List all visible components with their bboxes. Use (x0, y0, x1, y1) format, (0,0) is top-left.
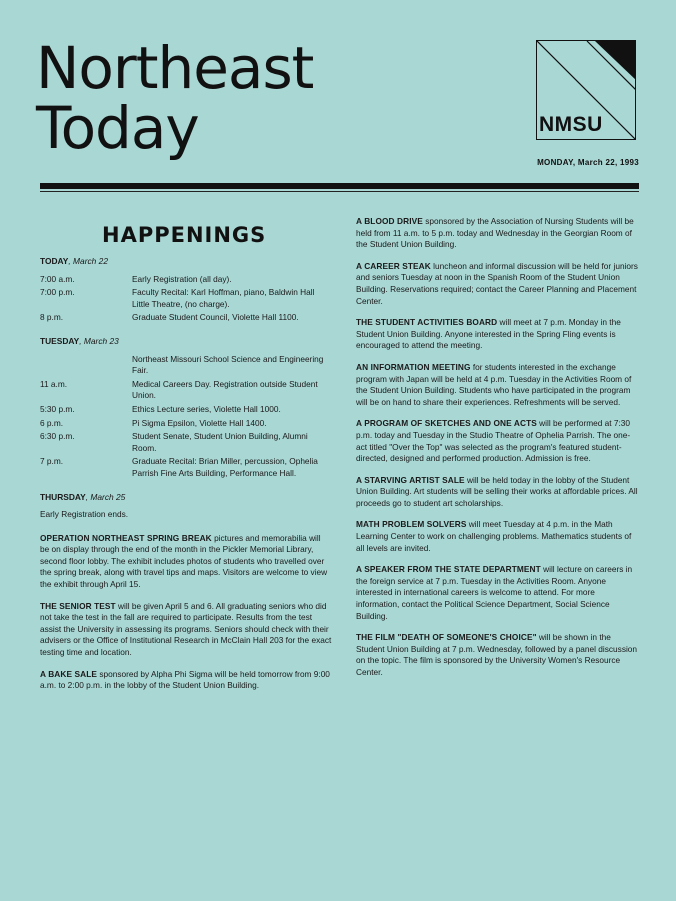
schedule-row (40, 431, 332, 456)
header-rule-thin (40, 191, 639, 192)
article-lead: A STARVING ARTIST SALE (356, 474, 465, 485)
article (40, 533, 332, 591)
article (356, 216, 640, 251)
article-lead: THE SENIOR TEST (40, 600, 116, 611)
article-body: will be given April 5 and 6. All graduating seniors who did not take the test in the fall are required to participate. Results from the test assist the University in assessing its programs. Seniors should check with their advisers or the Office of Institutional Research in McClain Hall 203 for the exact testing time and location. (40, 600, 332, 658)
header-rule-thick (40, 183, 639, 189)
article (356, 261, 640, 307)
article-body: sponsored by Alpha Phi Sigma will be held tomorrow from 9:00 a.m. to 2:00 p.m. in the lobby of the Student Union Building. (40, 668, 330, 691)
title-line-2: Today (36, 94, 199, 162)
title-line-1: Northeast (36, 34, 314, 102)
event-time: 7:00 a.m. (40, 273, 75, 284)
schedule-row (40, 354, 332, 379)
schedule-row (40, 312, 332, 326)
event-time: 5:30 p.m. (40, 403, 75, 414)
article-lead: AN INFORMATION MEETING (356, 361, 471, 372)
article-body: luncheon and informal discussion will be held for juniors and seniors Tuesday at noon in the Spanish Room of the Student Union Building. Reservations required; contact the Career Planning and Placement Center. (356, 260, 638, 306)
logo-text: NMSU (539, 113, 603, 136)
right-column (356, 216, 640, 689)
article-body: will meet Tuesday at 4 p.m. in the Math Learning Center to work on challenging problems. Mathematics students of all levels are invited. (356, 519, 632, 553)
event-desc: Faculty Recital: Karl Hoffman, piano, Baldwin Hall Little Theatre, (no charge). (132, 287, 315, 309)
schedule-row (40, 379, 332, 404)
article-body: sponsored by the Association of Nursing Students will be held from 11 a.m. to 5 p.m. today and Wednesday in the Georgian Room of the Student Union Building. (356, 216, 634, 250)
article-body: for students interested in the exchange program with Japan will be held at 4 p.m. Tuesday in the Activities Room of the Student Union Building. Students who have participated in the program will be on hand to share their experiences. Refreshments will be served. (356, 361, 632, 407)
newsletter-title (36, 34, 314, 162)
day-label: TUESDAY (40, 335, 80, 346)
section-title: HAPPENINGS (102, 223, 267, 247)
nmsu-logo (536, 40, 636, 140)
article-body: will meet at 7 p.m. Monday in the Student Union Building. Anyone interested in the Spring Fling events is encouraged to attend the meeting. (356, 317, 621, 351)
article-lead: A PROGRAM OF SKETCHES AND ONE ACTS (356, 418, 537, 429)
article-lead: A SPEAKER FROM THE STATE DEPARTMENT (356, 564, 541, 575)
event-desc: Medical Careers Day. Registration outside Student Union. (132, 378, 318, 401)
thursday-note: Early Registration ends. (40, 509, 129, 520)
article-lead: OPERATION NORTHEAST SPRING BREAK (40, 532, 212, 543)
day-heading-tuesday (40, 336, 332, 348)
article-lead: THE STUDENT ACTIVITIES BOARD (356, 317, 498, 328)
left-column (40, 222, 332, 702)
event-time: 6 p.m. (40, 417, 64, 428)
article-body: will be held today in the lobby of the Student Union Building. Art students will be selling their works at affordable prices. All proceeds go to student art scholarships. (356, 474, 638, 508)
article (356, 475, 640, 510)
event-time: 7 p.m. (40, 456, 64, 467)
article-lead: MATH PROBLEM SOLVERS (356, 519, 467, 530)
schedule-row (40, 404, 332, 418)
article (356, 564, 640, 622)
day-date: , March 25 (85, 491, 126, 502)
day-heading-today (40, 256, 332, 268)
article-lead: A CAREER STEAK (356, 260, 431, 271)
article-lead: A BLOOD DRIVE (356, 216, 423, 226)
day-label: THURSDAY (40, 491, 86, 502)
event-time: 6:30 p.m. (40, 431, 75, 442)
schedule-row (40, 418, 332, 432)
article-body: will be shown in the Student Union Building at 7 p.m. Wednesday, followed by a panel discussion on the topic. The film is sponsored by the University Women's Resource Center. (356, 632, 638, 677)
article-lead: A BAKE SALE (40, 668, 98, 679)
schedule-row (40, 287, 332, 312)
event-desc: Northeast Missouri School Science and Engineering Fair. (132, 353, 324, 376)
day-label: TODAY (40, 256, 69, 266)
schedule-row (40, 456, 332, 481)
article (356, 362, 640, 408)
event-time: 8 p.m. (40, 312, 64, 323)
article-body: will be performed at 7:30 p.m. today and Tuesday in the Studio Theatre of Ophelia Parrish. The one-act titled "Over the Top" was selected as the program's featured student-directed, designed and performed production. Admission is free. (356, 418, 631, 464)
article (356, 317, 640, 352)
article-body: pictures and memorabilia will be on display through the end of the month in the Pickler Memorial Library, second floor lobby. The exhibit includes photos of students who travelled over the spring break, along with travel tips and maps. Visitors are welcome to view the exhibit through April 15. (40, 532, 328, 590)
event-desc: Student Senate, Student Union Building, Alumni Room. (132, 431, 308, 453)
event-desc: Pi Sigma Epsilon, Violette Hall 1400. (132, 417, 267, 428)
article (40, 601, 332, 659)
event-desc: Ethics Lecture series, Violette Hall 1000. (132, 403, 281, 414)
event-desc: Graduate Recital: Brian Miller, percussion, Ophelia Parrish Fine Arts Building, Performance Hall. (132, 456, 318, 478)
article-body: will lecture on careers in the foreign service at 7 p.m. Tuesday in the Activities Room. Anyone interested in international careers is welcome to attend. For more information, contact the Political Science Department, Social Science Building. (356, 564, 633, 621)
day-date: , March 23 (79, 335, 119, 346)
event-time: 11 a.m. (40, 378, 68, 389)
schedule-row (40, 274, 332, 288)
issue-date: MONDAY, March 22, 1993 (537, 158, 639, 167)
article (356, 418, 640, 464)
schedule-today (40, 274, 332, 326)
article-lead: THE FILM "DEATH OF SOMEONE'S CHOICE" (356, 632, 537, 643)
event-time (40, 354, 132, 379)
day-heading-thursday (40, 492, 332, 504)
article (356, 632, 640, 678)
article (40, 669, 332, 692)
event-desc: Graduate Student Council, Violette Hall 1100. (132, 312, 299, 323)
schedule-tuesday (40, 354, 332, 482)
article (356, 519, 640, 554)
event-desc: Early Registration (all day). (132, 273, 232, 284)
day-date: , March 22 (68, 256, 108, 266)
event-time: 7:00 p.m. (40, 287, 75, 298)
